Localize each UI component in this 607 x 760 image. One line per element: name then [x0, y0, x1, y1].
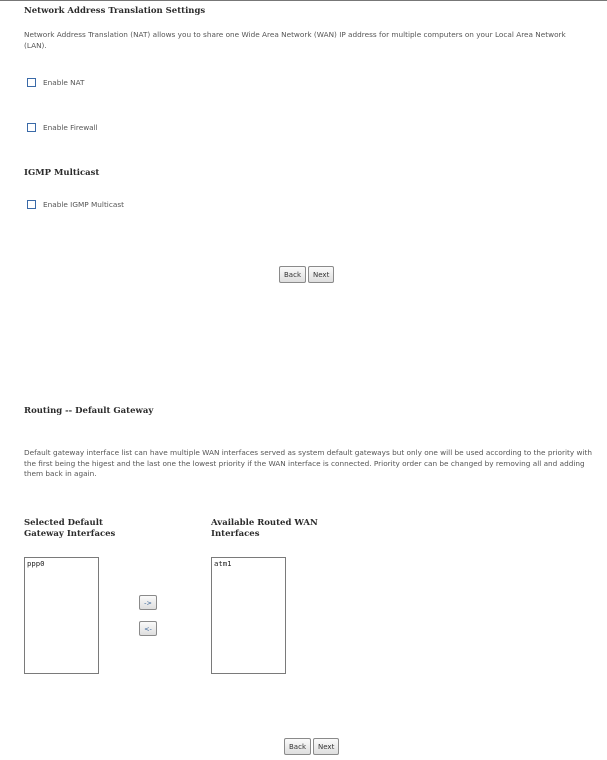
list-item[interactable]: ppp0: [27, 559, 45, 568]
enable-nat-checkbox[interactable]: [27, 78, 36, 87]
enable-igmp-row[interactable]: [27, 200, 124, 209]
enable-firewall-label: Enable Firewall: [43, 123, 98, 132]
selected-gateways-label: Selected Default Gateway Interfaces: [24, 518, 116, 539]
top-divider: [0, 0, 607, 1]
move-left-button[interactable]: <-: [139, 621, 157, 636]
routing-section-title: Routing -- Default Gateway: [24, 406, 154, 416]
nav-buttons-top: [279, 266, 334, 283]
back-button[interactable]: Back: [284, 738, 311, 755]
next-button[interactable]: Next: [313, 738, 339, 755]
back-button[interactable]: Back: [279, 266, 306, 283]
available-wan-listbox[interactable]: [211, 557, 286, 674]
selected-gateways-listbox[interactable]: [24, 557, 99, 674]
enable-firewall-row[interactable]: [27, 123, 98, 132]
nat-description: Network Address Translation (NAT) allows you to share one Wide Area Network (WAN) IP address for multiple computers on your Local Area Network (LAN).: [24, 30, 566, 50]
enable-igmp-label: Enable IGMP Multicast: [43, 200, 124, 209]
nat-section-title: Network Address Translation Settings: [24, 6, 206, 16]
nav-buttons-bottom: [284, 738, 339, 755]
move-right-button[interactable]: ->: [139, 595, 157, 610]
enable-nat-row[interactable]: [27, 78, 85, 87]
enable-nat-label: Enable NAT: [43, 78, 85, 87]
list-item[interactable]: atm1: [214, 559, 232, 568]
enable-igmp-checkbox[interactable]: [27, 200, 36, 209]
igmp-section-title: IGMP Multicast: [24, 168, 100, 178]
enable-firewall-checkbox[interactable]: [27, 123, 36, 132]
available-wan-label: Available Routed WAN Interfaces: [211, 518, 318, 539]
routing-description: Default gateway interface list can have multiple WAN interfaces served as system default gateways but only one will be used according to the priority with the first being the higest and the last one the lowest priority if the WAN interface is connected. Priority order can be changed by removing all and adding them back in again.: [24, 448, 592, 478]
next-button[interactable]: Next: [308, 266, 334, 283]
